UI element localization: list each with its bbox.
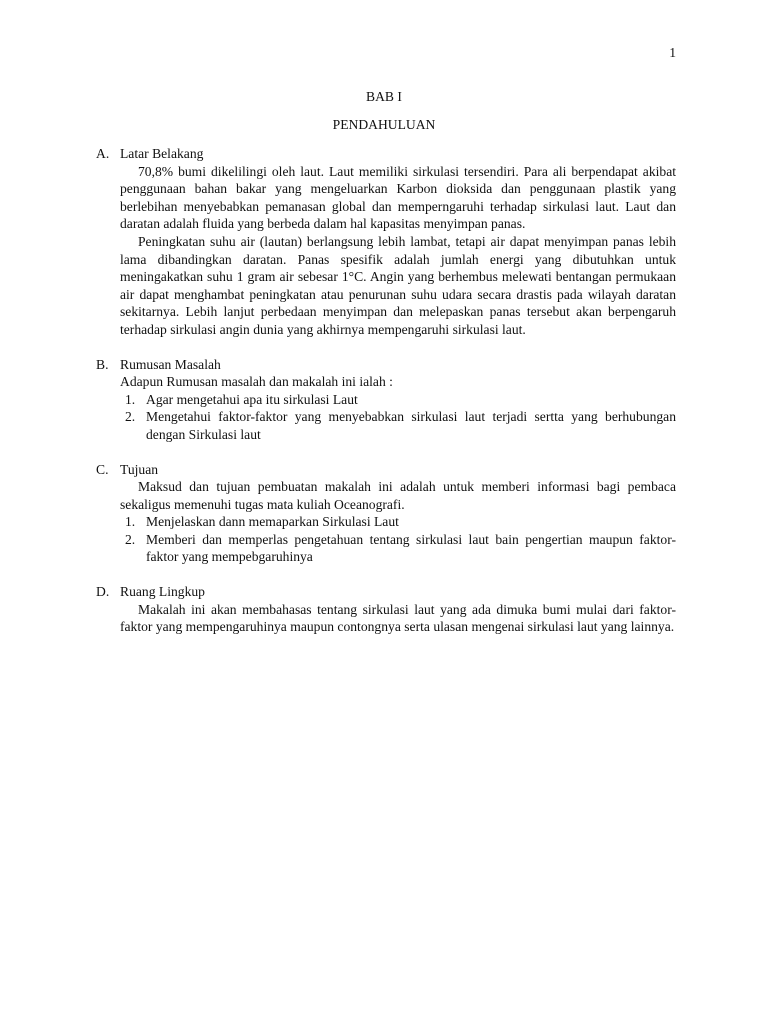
list-text: Menjelaskan dann memaparkan Sirkulasi Laut bbox=[146, 514, 399, 530]
list-number: 2. bbox=[125, 531, 136, 547]
list-item bbox=[120, 513, 676, 531]
section-title: Rumusan Masalah bbox=[120, 356, 221, 372]
section-heading bbox=[96, 356, 676, 374]
list-number: 2. bbox=[125, 409, 136, 425]
paragraph: Maksud dan tujuan pembuatan makalah ini adalah untuk memberi informasi bagi pembaca sekaligus memenuhi tugas mata kuliah Oceanografi. bbox=[120, 479, 676, 512]
section-heading bbox=[96, 461, 676, 479]
paragraph: Peningkatan suhu air (lautan) berlangsung lebih lambat, tetapi air dapat menyimpan panas lebih lama dibandingkan daratan. Panas spesifik adalah jumlah energi yang dibutuhkan untuk meningakatkan suhu 1 gram air sebesar 1°C. Angin yang berhembus melewati bentangan permukaan air dapat menghambat peningkatan atau penurunan suhu udara secara drastis pada wilayah daratan sekitarnya. Lebih lanjut perbedaan menyimpan dan melepaskan panas tersebut akan berpengaruh terhadap sirkulasi angin dunia yang akhirnya mempengaruhi sirkulasi laut. bbox=[120, 233, 676, 337]
chapter-label: BAB I bbox=[366, 89, 402, 104]
document-body bbox=[96, 145, 676, 653]
numbered-list bbox=[120, 391, 676, 444]
section-title: Latar Belakang bbox=[120, 146, 204, 161]
section-tujuan bbox=[96, 461, 676, 567]
chapter-title: PENDAHULUAN bbox=[332, 117, 436, 132]
section-body bbox=[120, 478, 676, 566]
section-rumusan-masalah bbox=[96, 356, 676, 444]
list-number: 1. bbox=[125, 514, 136, 530]
section-letter: C. bbox=[96, 461, 109, 477]
section-ruang-lingkup bbox=[96, 583, 676, 636]
page-number: 1 bbox=[669, 45, 676, 60]
section-heading bbox=[96, 583, 676, 601]
section-body bbox=[120, 163, 676, 339]
section-intro: Adapun Rumusan masalah dan makalah ini ialah : bbox=[120, 374, 393, 390]
section-letter: B. bbox=[96, 356, 109, 372]
list-text: Mengetahui faktor-faktor yang menyebabkan sirkulasi laut terjadi sertta yang berhubungan dengan Sirkulasi laut bbox=[146, 409, 676, 442]
paragraph: 70,8% bumi dikelilingi oleh laut. Laut memiliki sirkulasi tersendiri. Para ali berpendapat akibat penggunaan bahan bakar yang mengeluarkan Karbon dioksida dan penggunaan plastik yang berlebihan menyebabkan pemanasan global dan memperngaruhi terhadap sirkulasi laut. Laut dan daratan adalah fluida yang berbeda dalam hal kapasitas menyimpan panas. bbox=[120, 163, 676, 232]
paragraph: Makalah ini akan membahasas tentang sirkulasi laut yang ada dimuka bumi mulai dari faktor-faktor yang mempengaruhinya maupun contongnya serta ulasan mengenai sirkulasi laut yang lainnya. bbox=[120, 601, 676, 635]
section-heading bbox=[96, 145, 676, 163]
list-text: Agar mengetahui apa itu sirkulasi Laut bbox=[146, 391, 358, 407]
section-letter: D. bbox=[96, 584, 110, 600]
section-latar-belakang bbox=[96, 145, 676, 339]
list-item bbox=[120, 408, 676, 443]
list-number: 1. bbox=[125, 391, 136, 407]
section-title: Tujuan bbox=[120, 461, 159, 477]
section-body bbox=[120, 373, 676, 443]
section-body bbox=[120, 601, 676, 636]
section-letter: A. bbox=[96, 146, 110, 161]
list-item bbox=[120, 531, 676, 566]
list-item bbox=[120, 391, 676, 409]
list-text: Memberi dan memperlas pengetahuan tentang sirkulasi laut bain pengertian maupun faktor-faktor yang mempebgaruhinya bbox=[146, 531, 676, 565]
section-title: Ruang Lingkup bbox=[120, 584, 205, 600]
numbered-list bbox=[120, 513, 676, 566]
